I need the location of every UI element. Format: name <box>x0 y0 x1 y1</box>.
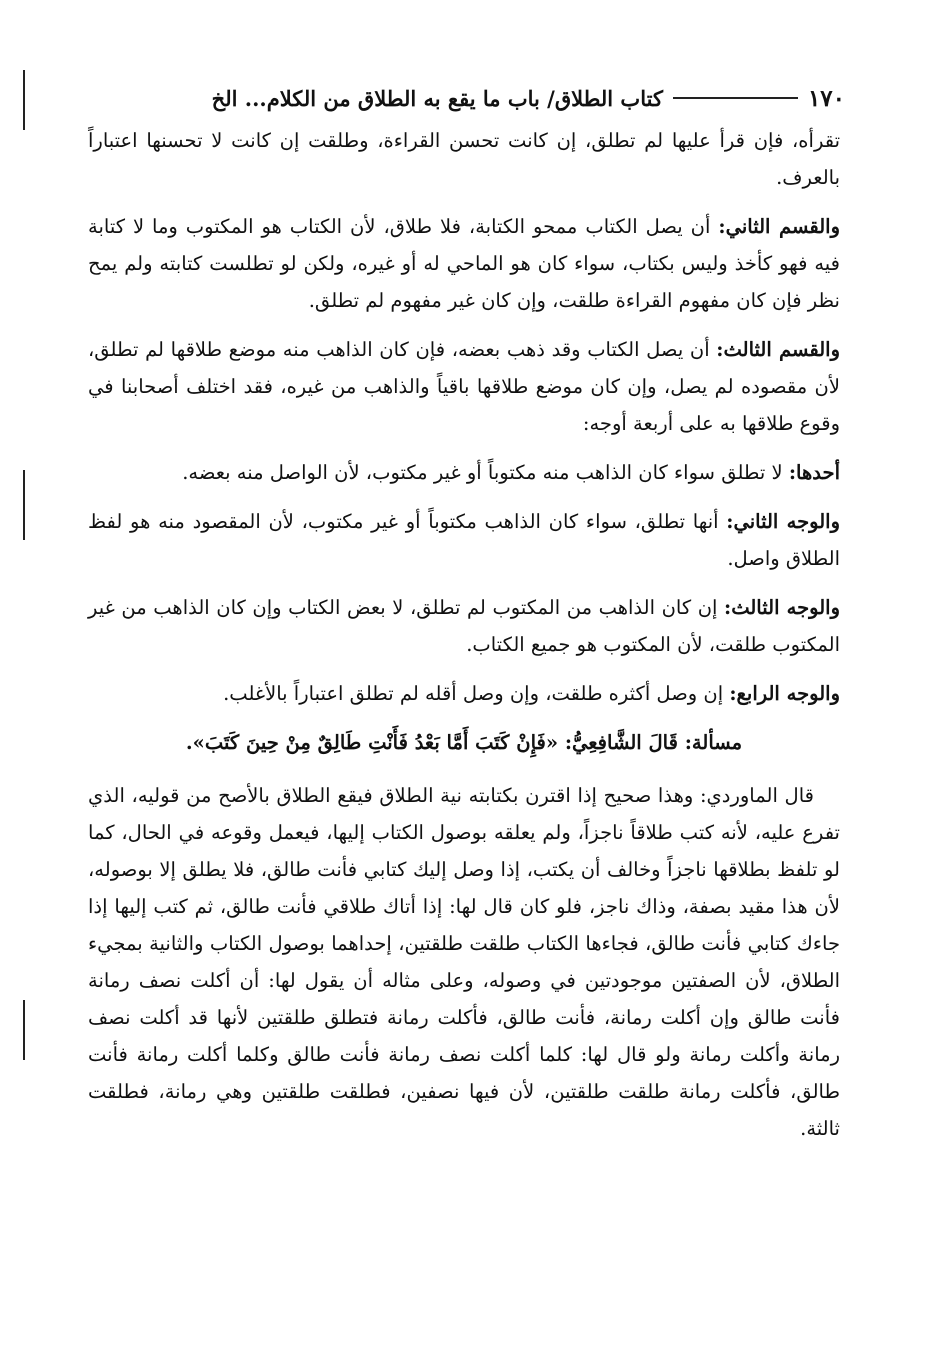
paragraph-text: أن يصل الكتاب وقد ذهب بعضه، فإن كان الذاهب منه موضع طلاقها لم تطلق، لأن مقصوده لم يصل، وإن كان موضع طلاقها باقياً والذاهب من غيره، فقد اختلف أصحابنا في وقوع طلاقها به على أربعة أوجه: <box>88 338 840 435</box>
paragraph-4 <box>88 454 840 491</box>
paragraph-text: تقرأه، فإن قرأ عليها لم تطلق، إن كانت تحسن القراءة، وطلقت إن كانت لا تحسنها اعتباراً بالعرف. <box>88 129 840 189</box>
section-label: والوجه الثاني: <box>726 510 841 533</box>
paragraph-6 <box>88 589 840 663</box>
imam-attribution: قَالَ الشَّافِعِيُّ: <box>558 731 685 754</box>
section-label: والوجه الثالث: <box>724 596 841 619</box>
section-label: أحدها: <box>788 461 840 484</box>
masala-label: مسألة: <box>684 731 743 754</box>
left-margin-rule-bottom <box>23 1000 25 1060</box>
paragraph-text: قال الماوردي: وهذا صحيح إذا اقترن بكتابته نية الطلاق فيقع الطلاق بالأصح من قوليه، الذي تفرع عليه، لأنه كتب طلاقاً ناجزاً، ولم يعلقه بوصول الكتاب إليها، فيعمل وقوعه في الحال، كما لو تلفظ بطلاقها ناجزاً وخالف أن يكتب، إذا وصل إليك كتابي فأنت طالق، فلا يطلق إلا بوصوله، لأن هذا مقيد بصفة، وذاك ناجز، فلو كان قال لها: إذا أتاك طلاقي فأنت طالق، ثم كتب إليها إذا جاءك كتابي فأنت طالق، فجاءها الكتاب طلقت طلقتين، إحداهما بوصول الكتاب والثانية بمجيء الطلاق، لأن الصفتين موجودتين في وصوله، وعلى مثاله أن يقول لها: أن أكلت نصف رمانة فأنت طالق وإن أكلت رمانة، فأنت طالق، فأكلت رمانة فتطلق طلقتين لأنها قد أكلت نصف رمانة وأكلت رمانة ولو قال لها: كلما أكلت نصف رمانة فأنت طالق وكلما أكلت رمانة فأنت طالق، فأكلت رمانة طلقت طلقتين، لأن فيها نصفين، فطلقت طلقتين وهي رمانة، فطلقت ثالثة. <box>88 784 840 1140</box>
page-body <box>88 122 840 1159</box>
paragraph-text: إن وصل أكثره طلقت، وإن وصل أقله لم تطلق اعتباراً بالأغلب. <box>223 682 730 705</box>
masala-quote: «فَإِنْ كَتَبَ أَمَّا بَعْدُ فَأَنْتِ طَالِقٌ مِنْ حِينَ كَتَبَ». <box>185 731 559 754</box>
paragraph-5 <box>88 503 840 577</box>
chapter-title: كتاب الطلاق/ باب ما يقع به الطلاق من الكلام... الخ <box>211 85 663 111</box>
paragraph-7 <box>88 675 840 712</box>
paragraph-text: أنها تطلق، سواء كان الذاهب مكتوباً أو غير مكتوب، لأن المقصود منه هو لفظ الطلاق واصل. <box>88 510 840 570</box>
page-number: ١٧٠ <box>807 84 845 112</box>
section-label: والقسم الثالث: <box>716 338 840 361</box>
left-margin-rule-top <box>23 70 25 130</box>
paragraph-1 <box>88 122 840 196</box>
paragraph-9 <box>88 777 840 1147</box>
section-label: والوجه الرابع: <box>729 682 840 705</box>
masala-heading <box>88 724 840 761</box>
paragraph-text: أن يصل الكتاب ممحو الكتابة، فلا طلاق، لأن الكتاب هو المكتوب وما لا كتابة فيه فهو كأخذ وليس بكتاب، سواء كان هو الماحي له أو غيره، ولكن لو تطلست كتابته ولم يمح نظر فإن كان مفهوم القراءة طلقت، وإن كان غير مفهوم لم تطلق. <box>88 215 840 312</box>
header-rule <box>673 97 798 99</box>
paragraph-text: إن كان الذاهب من المكتوب لم تطلق، لا بعض الكتاب وإن كان الذاهب من غير المكتوب طلقت، لأن المكتوب هو جميع الكتاب. <box>88 596 840 656</box>
section-label: والقسم الثاني: <box>718 215 841 238</box>
running-header <box>85 80 845 116</box>
left-margin-rule-mid <box>23 470 25 540</box>
paragraph-3 <box>88 331 840 442</box>
paragraph-2 <box>88 208 840 319</box>
paragraph-text: لا تطلق سواء كان الذاهب منه مكتوباً أو غير مكتوب، لأن الواصل منه بعضه. <box>182 461 789 484</box>
